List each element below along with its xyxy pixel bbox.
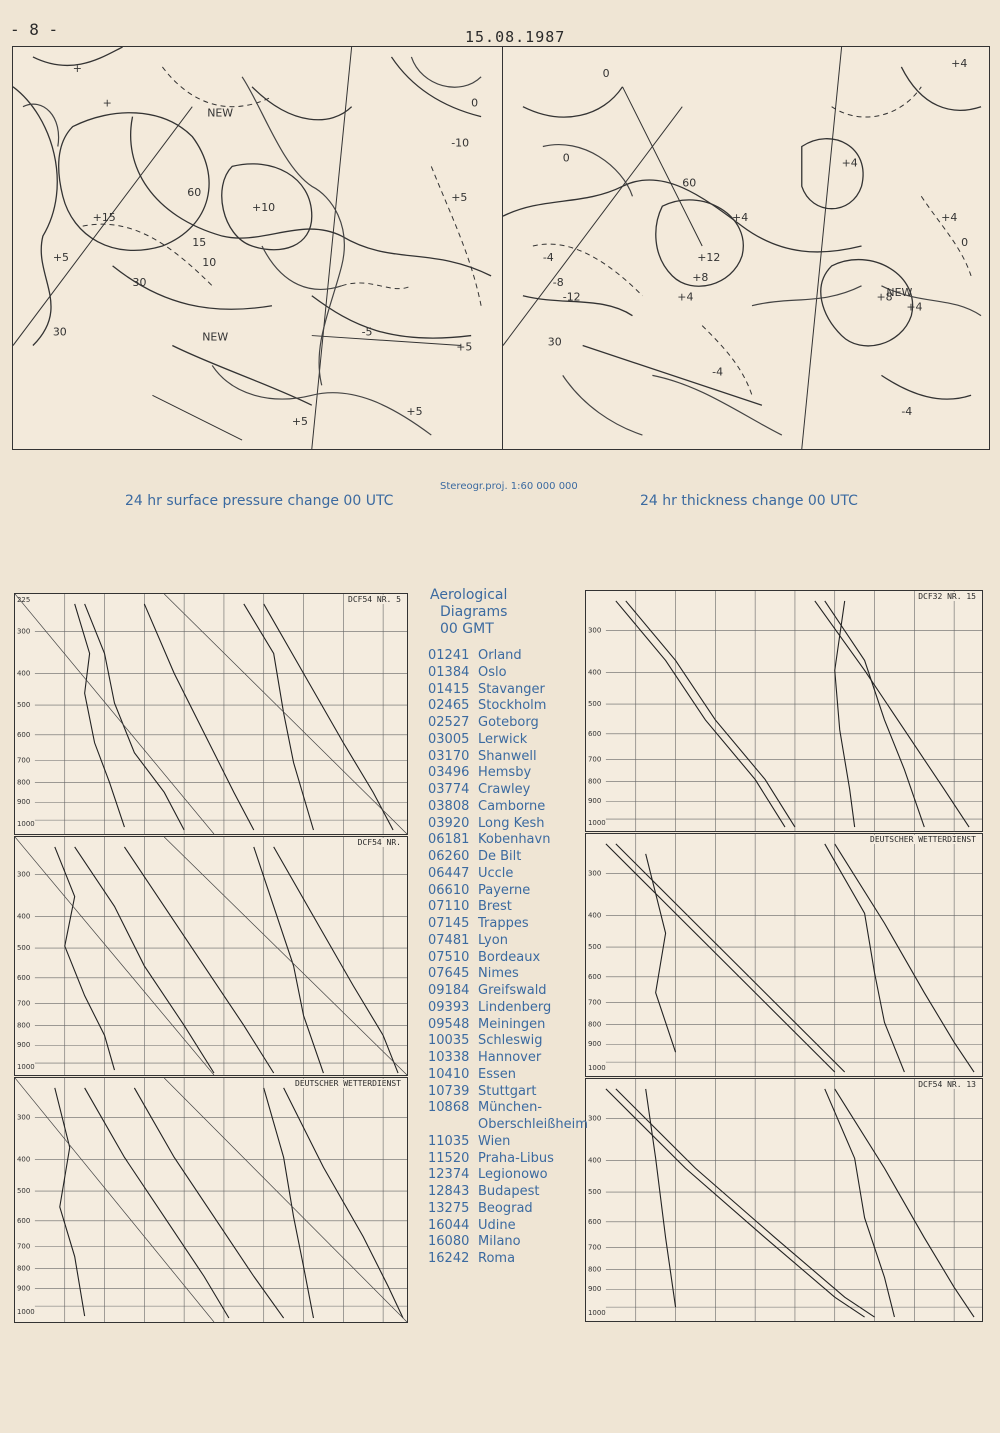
surface-pressure-change-map (12, 46, 508, 450)
station-name: Crawley (478, 782, 531, 797)
station-name: Wien (478, 1133, 511, 1149)
svg-text:900: 900 (587, 797, 602, 806)
svg-text:1000: 1000 (587, 1064, 606, 1073)
station-name: Shanwell (478, 748, 537, 764)
diagram-6-label: DCF54 NR. 13 (918, 1080, 976, 1089)
station-row (428, 1251, 588, 1268)
station-row (428, 732, 588, 749)
svg-text:700: 700 (587, 1243, 602, 1252)
station-name: Brest (478, 899, 512, 915)
station-code: 09393 (428, 999, 470, 1015)
svg-text:900: 900 (16, 1284, 31, 1293)
svg-text:900: 900 (16, 798, 31, 807)
svg-text:600: 600 (587, 729, 602, 738)
station-code: 16242 (428, 1251, 470, 1266)
station-code: 03774 (428, 782, 470, 797)
station-row (428, 749, 588, 766)
station-row (428, 1184, 588, 1201)
svg-text:900: 900 (587, 1285, 602, 1294)
svg-text:300: 300 (16, 627, 31, 636)
svg-text:NEW: NEW (207, 106, 234, 120)
station-code: 06181 (428, 832, 470, 848)
svg-text:600: 600 (16, 730, 31, 739)
station-name: Kobenhavn (478, 832, 551, 848)
station-code: 06260 (428, 849, 470, 864)
aerological-diagram-1 (14, 593, 408, 835)
svg-text:500: 500 (587, 1188, 602, 1197)
svg-text:10: 10 (202, 255, 217, 269)
station-row (428, 933, 588, 950)
station-code: 06610 (428, 882, 470, 898)
station-row (428, 1134, 588, 1151)
station-name: Lerwick (478, 731, 528, 747)
station-code: 12374 (428, 1167, 470, 1183)
station-name: Beograd (478, 1200, 533, 1216)
station-name: Udine (478, 1217, 516, 1233)
svg-text:500: 500 (587, 700, 602, 709)
station-list (428, 648, 588, 1268)
station-row (428, 1117, 588, 1134)
diagram-4-label: DCF32 NR. 15 (918, 592, 976, 601)
station-code: 11035 (428, 1133, 470, 1149)
svg-text:+12: +12 (697, 250, 721, 264)
station-name: Milano (478, 1234, 521, 1250)
station-row (428, 799, 588, 816)
station-name: Lyon (478, 932, 508, 948)
svg-text:+5: +5 (406, 405, 423, 419)
svg-text:-12: -12 (562, 290, 581, 304)
svg-text:+5: +5 (451, 191, 468, 205)
station-name: Stavanger (478, 681, 545, 697)
station-row (428, 782, 588, 799)
svg-text:+: + (72, 61, 82, 75)
station-row (428, 983, 588, 1000)
aerological-diagram-5 (585, 833, 983, 1077)
svg-text:+5: +5 (291, 415, 309, 429)
svg-text:400: 400 (587, 668, 602, 677)
station-row (428, 1067, 588, 1084)
station-code: 16080 (428, 1234, 470, 1250)
station-name: Nimes (478, 966, 519, 982)
svg-text:225: 225 (16, 595, 31, 604)
svg-text:800: 800 (587, 1020, 602, 1029)
station-name: Roma (478, 1251, 516, 1266)
svg-text:30: 30 (547, 335, 562, 349)
svg-text:30: 30 (52, 325, 67, 339)
svg-text:60: 60 (187, 186, 202, 200)
svg-text:+4: +4 (906, 300, 923, 314)
svg-text:700: 700 (587, 998, 602, 1007)
station-legend (428, 587, 588, 1268)
svg-text:800: 800 (16, 778, 31, 787)
station-code: 16044 (428, 1217, 470, 1233)
svg-text:30: 30 (132, 275, 147, 289)
station-name: Long Kesh (478, 815, 545, 831)
station-code: 03170 (428, 748, 470, 764)
svg-text:0: 0 (602, 66, 610, 80)
station-row (428, 1234, 588, 1251)
station-name: Essen (478, 1066, 516, 1082)
station-row (428, 1050, 588, 1067)
diagram-2-label: DCF54 NR. (357, 838, 401, 847)
station-row (428, 916, 588, 933)
svg-text:1000: 1000 (16, 820, 35, 829)
station-code: 07145 (428, 916, 470, 931)
svg-text:+4: +4 (732, 211, 749, 225)
station-row (428, 765, 588, 782)
legend-title-line1: Aerological (430, 587, 508, 603)
svg-text:1000: 1000 (16, 1063, 35, 1072)
svg-text:800: 800 (587, 1265, 602, 1274)
station-row (428, 1201, 588, 1218)
svg-text:NEW: NEW (886, 285, 913, 299)
svg-text:+15: +15 (92, 211, 116, 225)
svg-text:700: 700 (16, 756, 31, 765)
station-code: 03808 (428, 798, 470, 814)
svg-text:0: 0 (961, 236, 969, 250)
svg-text:+5: +5 (456, 340, 473, 354)
svg-text:300: 300 (587, 869, 602, 878)
station-name: Praha-Libus (478, 1150, 554, 1166)
station-code: 13275 (428, 1200, 470, 1216)
svg-text:1000: 1000 (16, 1308, 35, 1317)
station-code: 06447 (428, 865, 470, 881)
station-code: 02465 (428, 698, 470, 714)
station-name: Hannover (478, 1050, 542, 1065)
station-code: 03005 (428, 731, 470, 747)
station-name: Legionowo (478, 1167, 548, 1183)
station-name: Stockholm (478, 698, 547, 714)
station-code: 12843 (428, 1184, 470, 1199)
svg-text:900: 900 (16, 1041, 31, 1050)
svg-text:400: 400 (16, 669, 31, 678)
station-row (428, 899, 588, 916)
svg-text:300: 300 (16, 1113, 31, 1122)
svg-text:-8: -8 (552, 275, 564, 289)
station-row (428, 715, 588, 732)
svg-text:400: 400 (587, 911, 602, 920)
thickness-map-caption: 24 hr thickness change 00 UTC (640, 493, 858, 509)
svg-text:600: 600 (587, 972, 602, 981)
station-row (428, 966, 588, 983)
aerological-diagram-4 (585, 590, 983, 832)
station-name: De Bilt (478, 849, 522, 864)
station-name: Orland (478, 648, 522, 663)
svg-text:400: 400 (16, 912, 31, 921)
svg-text:700: 700 (16, 999, 31, 1008)
station-code: 07510 (428, 949, 470, 965)
svg-text:600: 600 (587, 1217, 602, 1226)
station-row (428, 698, 588, 715)
station-code: 03920 (428, 815, 470, 831)
station-row (428, 1218, 588, 1235)
station-name: Hemsby (478, 765, 532, 781)
station-name: Camborne (478, 798, 546, 814)
svg-text:500: 500 (16, 1187, 31, 1196)
svg-text:-4: -4 (901, 405, 913, 419)
station-name: Greifswald (478, 983, 547, 998)
svg-text:300: 300 (587, 626, 602, 635)
diagram-1-label: DCF54 NR. 5 (348, 595, 401, 604)
svg-text:800: 800 (16, 1021, 31, 1030)
svg-text:+8: +8 (876, 290, 893, 304)
svg-text:800: 800 (587, 777, 602, 786)
station-name: Bordeaux (478, 949, 541, 965)
svg-text:15: 15 (192, 236, 207, 250)
station-code: 10035 (428, 1033, 470, 1049)
station-name: Stuttgart (478, 1083, 537, 1099)
svg-text:+4: +4 (941, 211, 958, 225)
svg-text:800: 800 (16, 1264, 31, 1273)
surface-map-caption: 24 hr surface pressure change 00 UTC (125, 493, 394, 509)
station-row (428, 648, 588, 665)
svg-text:700: 700 (587, 755, 602, 764)
station-row (428, 1017, 588, 1034)
station-row (428, 950, 588, 967)
station-row (428, 816, 588, 833)
station-code: 09184 (428, 983, 470, 998)
svg-text:900: 900 (587, 1040, 602, 1049)
station-row (428, 1100, 588, 1117)
svg-text:+4: +4 (841, 156, 858, 170)
svg-text:+: + (102, 96, 112, 110)
diagram-5-label: DEUTSCHER WETTERDIENST (870, 835, 976, 844)
station-row (428, 1084, 588, 1101)
svg-text:0: 0 (562, 151, 570, 165)
svg-text:+4: +4 (951, 56, 968, 70)
station-name: Schleswig (478, 1033, 543, 1049)
station-name: Trappes (478, 916, 529, 931)
station-name: Oslo (478, 664, 507, 680)
svg-text:300: 300 (587, 1114, 602, 1123)
thickness-change-map (502, 46, 990, 450)
station-row (428, 883, 588, 900)
svg-text:-4: -4 (542, 250, 554, 264)
svg-text:-10: -10 (451, 136, 470, 150)
station-code: 10338 (428, 1050, 470, 1065)
station-row (428, 832, 588, 849)
svg-text:400: 400 (587, 1156, 602, 1165)
station-name: Budapest (478, 1184, 540, 1199)
legend-title-line3: 00 GMT (440, 621, 494, 637)
svg-text:+8: +8 (692, 270, 709, 284)
station-code (428, 1117, 478, 1134)
station-code: 01415 (428, 681, 470, 697)
svg-text:1000: 1000 (587, 1309, 606, 1318)
station-name: Payerne (478, 882, 531, 898)
diagram-3-label: DEUTSCHER WETTERDIENST (295, 1079, 401, 1088)
station-name: Meiningen (478, 1016, 546, 1032)
svg-text:500: 500 (16, 944, 31, 953)
svg-text:+5: +5 (52, 250, 69, 264)
station-row (428, 682, 588, 699)
svg-text:500: 500 (587, 943, 602, 952)
svg-text:400: 400 (16, 1155, 31, 1164)
svg-text:700: 700 (16, 1242, 31, 1251)
svg-text:NEW: NEW (202, 330, 229, 344)
station-name: Lindenberg (478, 999, 552, 1015)
station-row (428, 1033, 588, 1050)
page-date: 15.08.1987 (465, 28, 566, 46)
svg-text:1000: 1000 (587, 819, 606, 828)
svg-text:600: 600 (16, 1216, 31, 1225)
station-row (428, 1000, 588, 1017)
station-code: 01241 (428, 648, 470, 663)
legend-title-line2: Diagrams (440, 604, 508, 620)
aerological-diagram-3 (14, 1077, 408, 1323)
station-code: 10410 (428, 1066, 470, 1082)
svg-text:600: 600 (16, 973, 31, 982)
station-code: 10868 (428, 1100, 470, 1116)
station-row (428, 1167, 588, 1184)
station-code: 03496 (428, 765, 470, 781)
station-name: Oberschleißheim (478, 1117, 588, 1132)
station-code: 02527 (428, 715, 470, 730)
station-code: 07645 (428, 966, 470, 982)
station-name: Goteborg (478, 715, 539, 730)
svg-text:+4: +4 (677, 290, 694, 304)
page-number: - 8 - (10, 20, 59, 39)
station-row (428, 665, 588, 682)
aerological-diagram-2 (14, 836, 408, 1076)
svg-text:500: 500 (16, 701, 31, 710)
aerological-diagram-6 (585, 1078, 983, 1322)
station-name: Uccle (478, 865, 514, 881)
station-code: 07110 (428, 899, 470, 915)
station-code: 10739 (428, 1083, 470, 1099)
station-code: 07481 (428, 932, 470, 948)
svg-text:-4: -4 (712, 365, 724, 379)
svg-text:0: 0 (471, 96, 479, 110)
svg-text:300: 300 (16, 870, 31, 879)
svg-text:-5: -5 (361, 325, 373, 339)
station-code: 11520 (428, 1150, 470, 1166)
station-row (428, 1151, 588, 1168)
station-row (428, 866, 588, 883)
station-name: München- (478, 1100, 543, 1116)
projection-note: Stereogr.proj. 1:60 000 000 (440, 481, 578, 492)
station-row (428, 849, 588, 866)
station-code: 01384 (428, 664, 470, 680)
svg-text:+10: +10 (252, 201, 276, 215)
svg-text:60: 60 (682, 176, 697, 190)
station-code: 09548 (428, 1016, 470, 1032)
